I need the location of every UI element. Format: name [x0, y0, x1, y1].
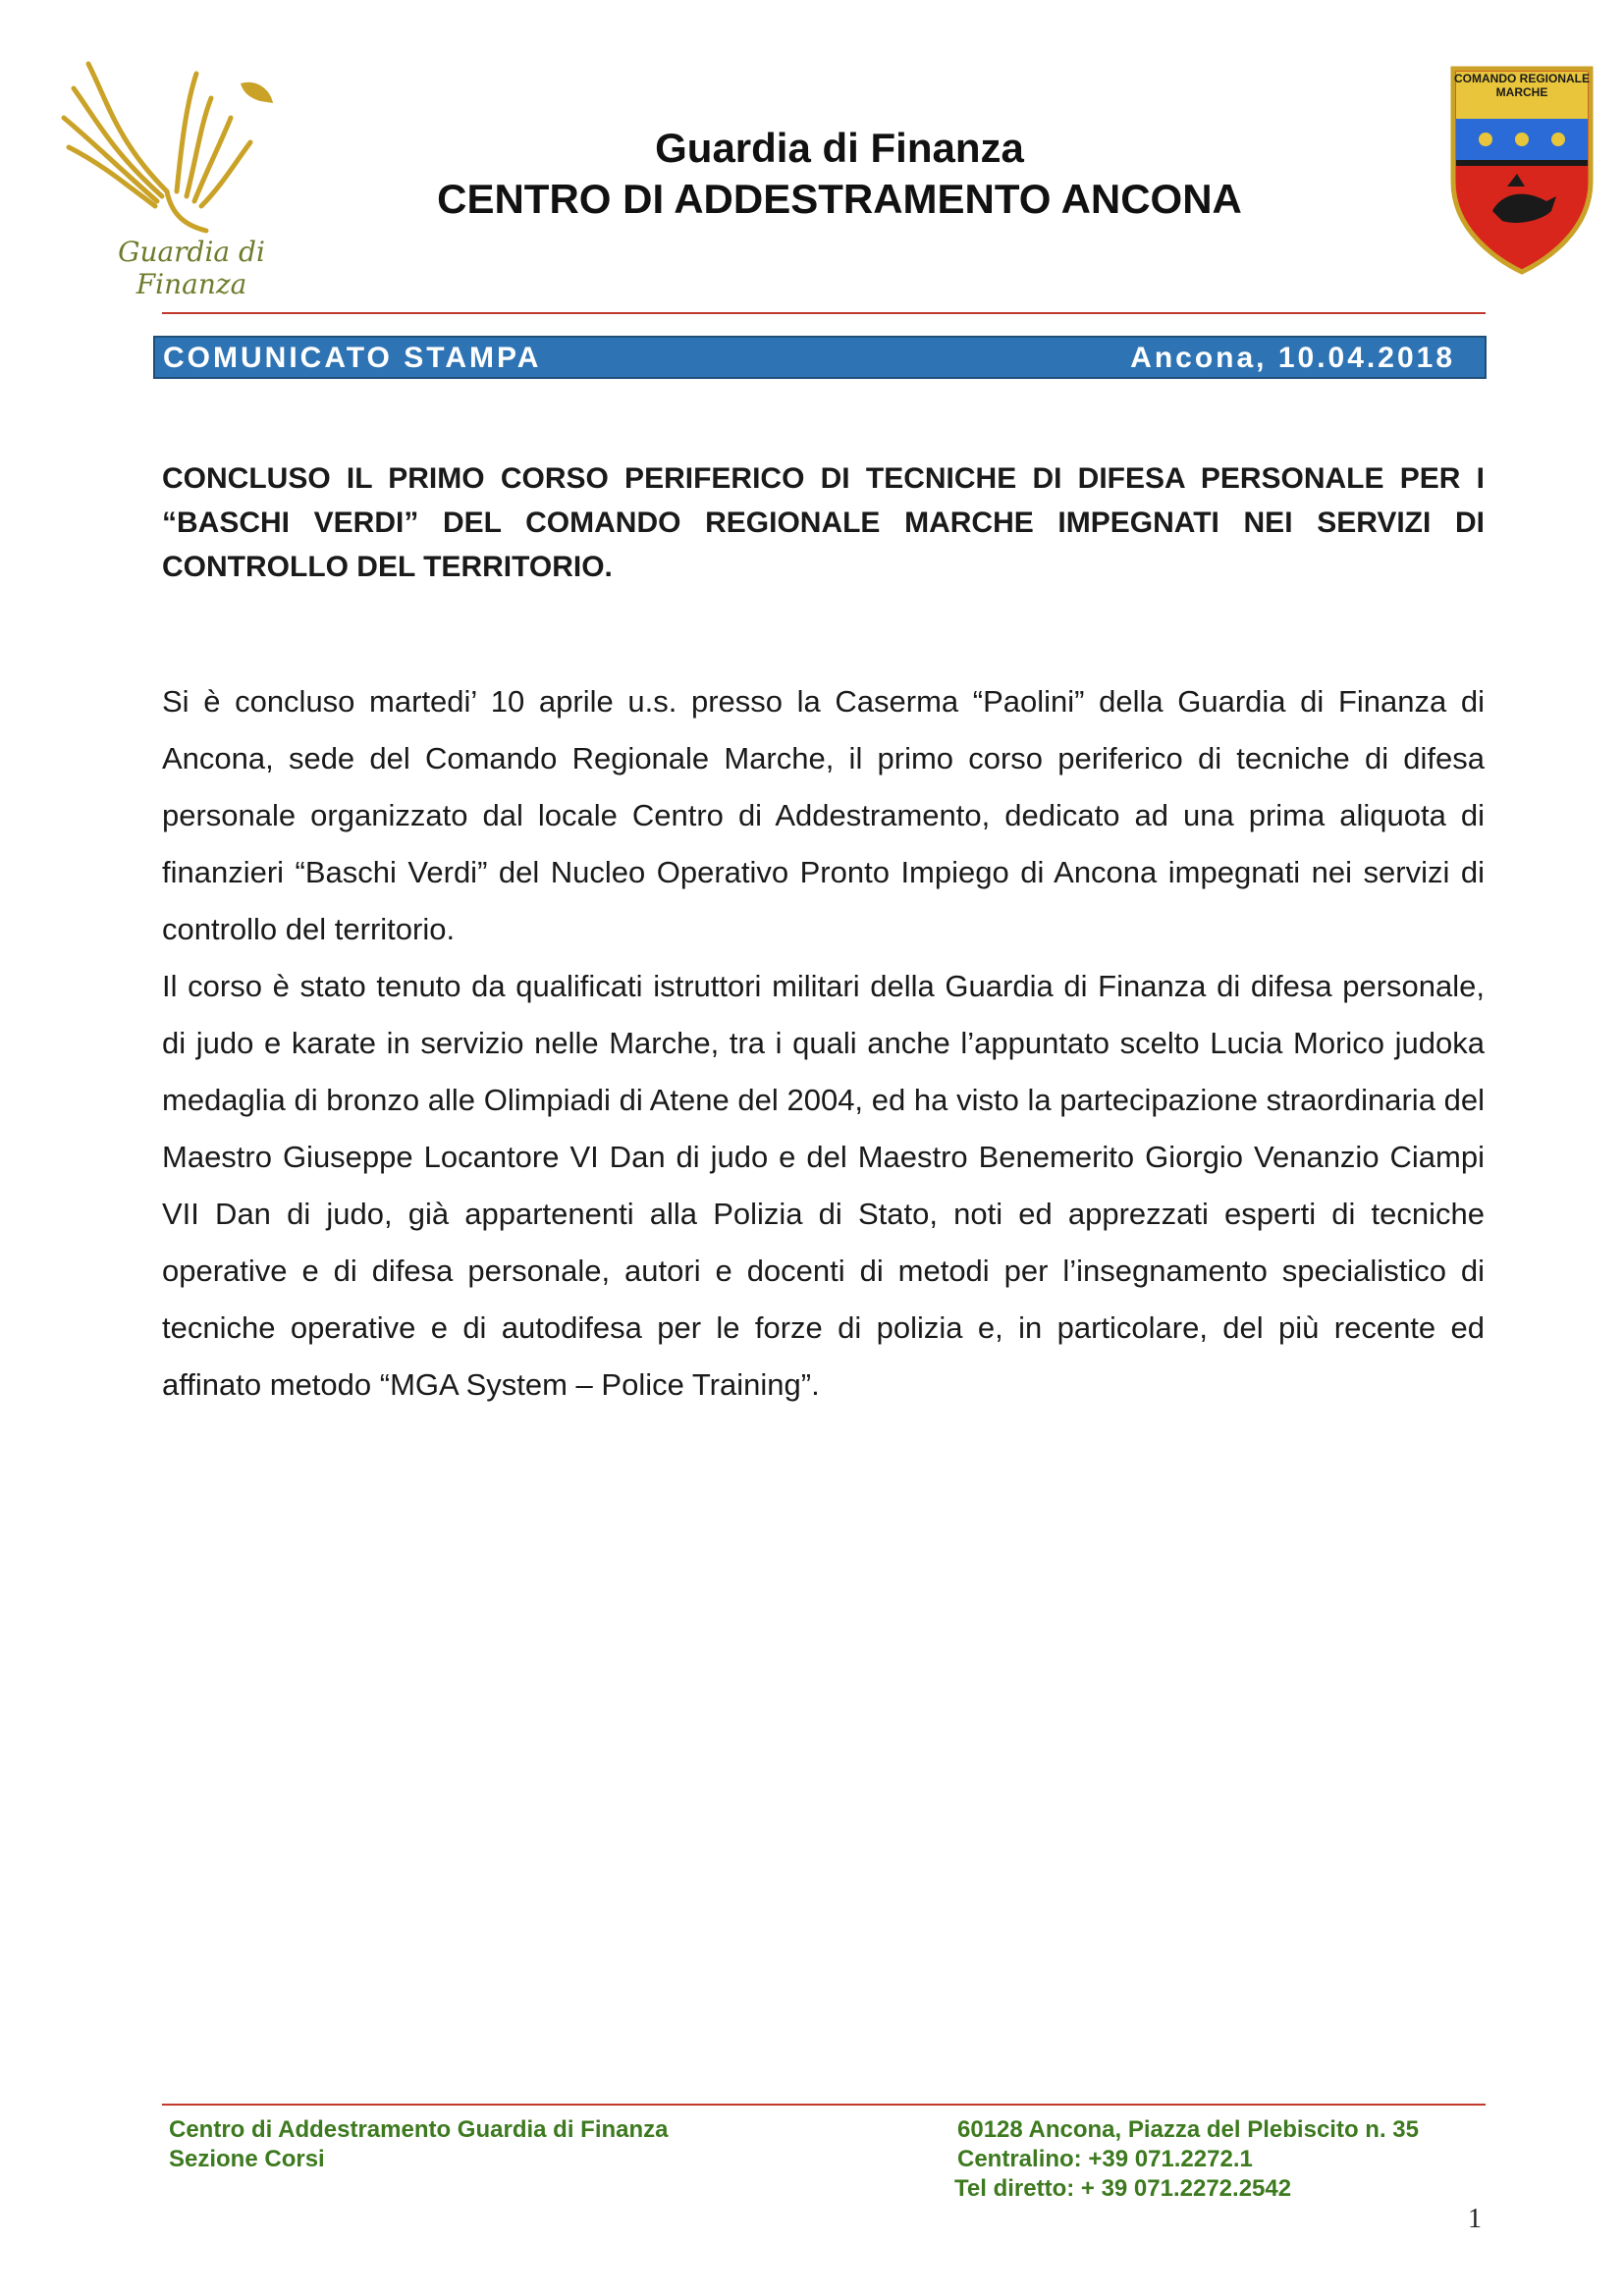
body-text: [162, 673, 1485, 1414]
crest-text-line1: COMANDO REGIONALE: [1454, 72, 1590, 85]
regional-command-crest: [1448, 64, 1596, 275]
footer-address: 60128 Ancona, Piazza del Plebiscito n. 35: [957, 2116, 1419, 2143]
paragraph: Il corso è stato tenuto da qualificati istruttori militari della Guardia di Finanza di difesa personale, di judo e karate in servizio nelle Marche, tra i quali anche l’appuntato scelto Lucia Morico judoka medaglia di bronzo alle Olimpiadi di Atene del 2004, ed ha visto la partecipazione straordinaria del Maestro Giuseppe Locantore VI Dan di judo e del Maestro Benemerito Giorgio Venanzio Ciampi VII Dan di judo, già appartenenti alla Polizia di Stato, noti ed apprezzati esperti di tecniche operative e di difesa personale, autori e docenti di metodi per l’insegnamento specialistico di tecniche operative e di autodifesa per le forze di polizia e, in particolare, del più recente ed affinato metodo “MGA System – Police Training”.: [162, 969, 1485, 1402]
footer-direct-phone: Tel diretto: + 39 071.2272.2542: [954, 2175, 1292, 2202]
header-title-line2: CENTRO DI ADDESTRAMENTO ANCONA: [437, 176, 1242, 222]
paragraph: Si è concluso martedi’ 10 aprile u.s. presso la Caserma “Paolini” della Guardia di Finanza di Ancona, sede del Comando Regionale Marche, il primo corso periferico di tecniche di difesa personale organizzato dal locale Centro di Addestramento, dedicato ad una prima aliquota di finanzieri “Baschi Verdi” del Nucleo Operativo Pronto Impiego di Ancona impegnati nei servizi di controllo del territorio.: [162, 684, 1485, 946]
press-release-bar: [153, 336, 1487, 379]
guardia-di-finanza-logo: [49, 44, 304, 300]
footer-contacts: [954, 2115, 1507, 2204]
logo-text: Guardia di Finanza: [118, 236, 265, 300]
header-divider: [162, 312, 1486, 314]
place-date: Ancona, 10.04.2018: [1130, 342, 1455, 374]
footer-divider: [162, 2104, 1486, 2106]
page-number: 1: [1468, 2204, 1482, 2234]
footer-left: [169, 2115, 856, 2174]
document-header: [324, 123, 1355, 225]
footer-section: Sezione Corsi: [169, 2146, 325, 2172]
press-release-label: COMUNICATO STAMPA: [163, 342, 542, 374]
footer-organization: Centro di Addestramento Guardia di Finanza: [169, 2116, 669, 2143]
header-title-line1: Guardia di Finanza: [655, 125, 1024, 171]
crest-text-line2: MARCHE: [1495, 85, 1548, 99]
headline: CONCLUSO IL PRIMO CORSO PERIFERICO DI TECNICHE DI DIFESA PERSONALE PER I “BASCHI VERDI” DEL COMANDO REGIONALE MARCHE IMPEGNATI NEI SERVIZI DI CONTROLLO DEL TERRITORIO.: [162, 462, 1485, 583]
eagle-logo-icon: [49, 44, 304, 240]
crest-text: [1448, 72, 1596, 99]
footer-switchboard: Centralino: +39 071.2272.1: [957, 2146, 1253, 2172]
